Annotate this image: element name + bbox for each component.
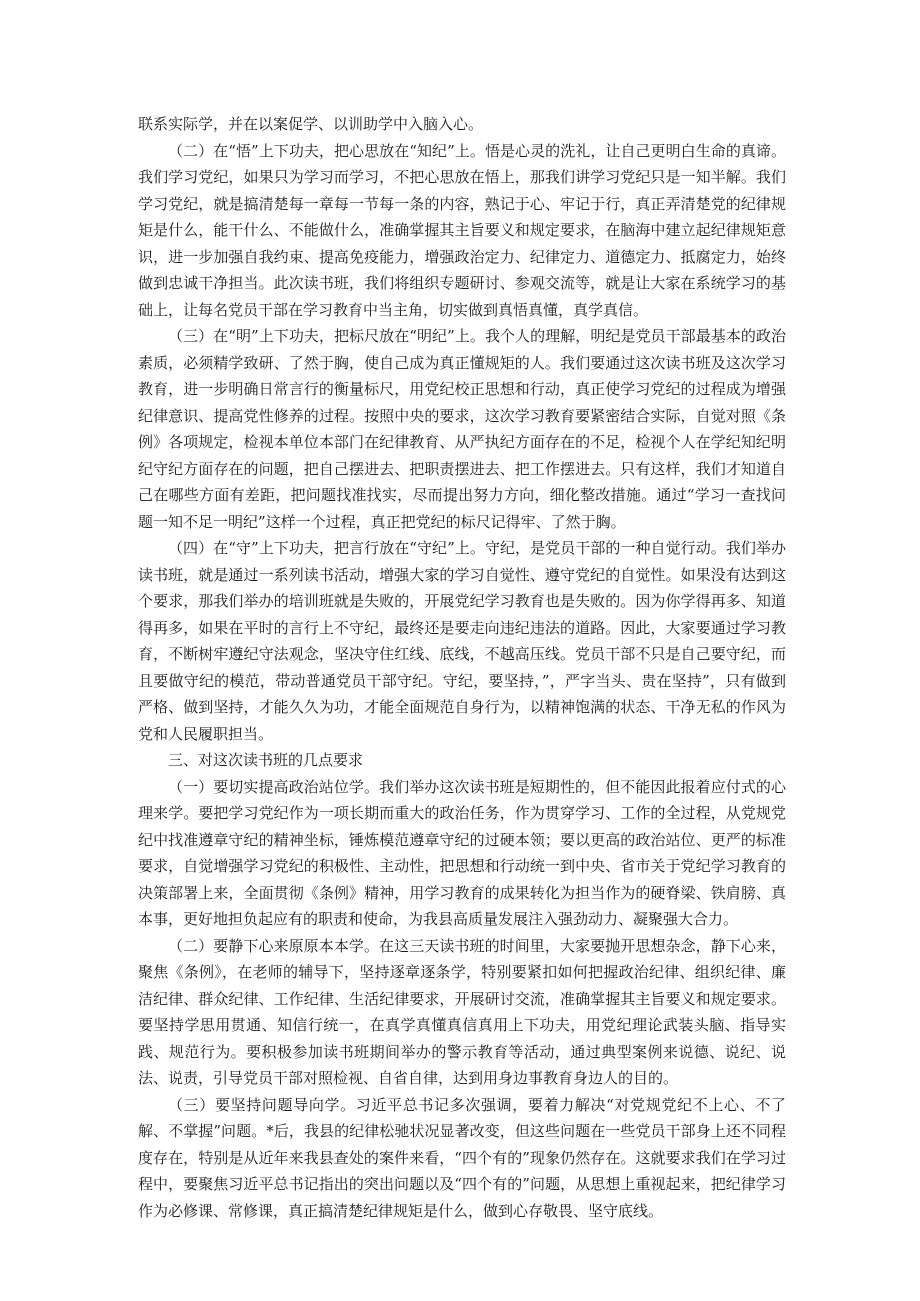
paragraph-ming: （三）在“明”上下功夫，把标尺放在“明纪”上。我个人的理解，明纪是党员干部最基本的政治素质，必须精学致研、了然于胸，使自己成为真正懂规矩的人。我们要通过这次读书班及这次学习教育，进一步明确日常言行的衡量标尺，用党纪校正思想和行动，真正使学习党纪的过程成为增强纪律意识、提高党性修养的过程。按照中央的要求，这次学习教育要紧密结合实际，自觉对照《条例》各项规定，检视本单位本部门在纪律教育、从严执纪方面存在的不足，检视个人在学纪知纪明纪守纪方面存在的问题，把自己摆进去、把职责摆进去、把工作摆进去。只有这样，我们才知道自己在哪些方面有差距，把问题找准找实，尽而提出努力方向，细化整改措施。通过“学习一查找问题一知不足一明纪”这样一个过程，真正把党纪的标尺记得牢、了然于胸。 <box>138 327 786 531</box>
paragraph-wu: （二）在“悟”上下功夫，把心思放在“知纪”上。悟是心灵的洗礼，让自己更明白生命的真谛。我们学习党纪，如果只为学习而学习，不把心思放在悟上，那我们讲学习党纪只是一知半解。我们学习党纪，就是搞清楚每一章每一节每一条的内容，熟记于心、牢记于行，真正弄清楚党的纪律规矩是什么，能干什么、不能做什么，准确掌握其主旨要义和规定要求，在脑海中建立起纪律规矩意识，进一步加强自我约束、提高免疫能力，增强政治定力、纪律定力、道德定力、抵腐定力，始终做到忠诚干净担当。此次读书班，我们将组织专题研讨、参观交流等，就是让大家在系统学习的基础上，让每名党员干部在学习教育中当主角，切实做到真悟真懂，真学真信。 <box>138 141 786 319</box>
document-body <box>138 111 786 1224</box>
paragraph-continuation: 联系实际学，并在以案促学、以训助学中入脑入心。 <box>138 115 484 133</box>
section-heading-requirements: 三、对这次读书班的几点要求 <box>168 751 364 769</box>
paragraph-requirement-1: （一）要切实提高政治站位学。我们举办这次读书班是短期性的，但不能因此报着应付式的心理来学。要把学习党纪作为一项长期而重大的政治任务，作为贯穿学习、工作的全过程，从党规党纪中找准遵章守纪的精神坐标，锤炼模范遵章守纪的过硬本领；要以更高的政治站位、更严的标准要求，自觉增强学习党纪的积极性、主动性，把思想和行动统一到中央、省市关于党纪学习教育的决策部署上来，全面贯彻《条例》精神，用学习教育的成果转化为担当作为的硬脊梁、铁肩膀、真本事，更好地担负起应有的职责和使命，为我县高质量发展注入强劲动力、凝聚强大合力。 <box>138 777 786 928</box>
paragraph-requirement-3: （三）要坚持问题导向学。习近平总书记多次强调，要着力解决“对党规党纪不上心、不了解、不掌握”问题。*后，我县的纪律松驰状况显著改变，但这些问题在一些党员干部身上还不同程度存在，特别是从近年来我县查处的案件来看，“四个有的”现象仍然存在。这就要求我们在学习过程中，要聚焦习近平总书记指出的突出问题以及“四个有的”问题，从思想上重视起来，把纪律学习作为必修课、常修课，真正搞清楚纪律规矩是什么，做到心存敬畏、坚守底线。 <box>138 1095 786 1220</box>
paragraph-shou: （四）在“守”上下功夫，把言行放在“守纪”上。守纪，是党员干部的一种自觉行动。我们举办读书班，就是通过一系列读书活动，增强大家的学习自觉性、遵守党纪的自觉性。如果没有达到这个要求，那我们举办的培训班就是失败的，开展党纪学习教育也是失败的。因为你学得再多、知道得再多，如果在平时的言行上不守纪，最终还是要走向违纪违法的道路。因此，大家要通过学习教育，不断树牢遵纪守法观念，坚决守住红线、底线，不越高压线。党员干部不只是自己要守纪，而且要做守纪的模范，带动普通党员干部守纪。守纪，要坚持，”，严字当头、贵在坚持”，只有做到严格、做到坚持，才能久久为功，才能全面规范自身行为，以精神饱满的状态、干净无私的作风为党和人民履职担当。 <box>138 539 786 743</box>
paragraph-requirement-2: （二）要静下心来原原本本学。在这三天读书班的时间里，大家要抛开思想杂念，静下心来，聚焦《条例》，在老师的辅导下，坚持逐章逐条学，特别要紧扣如何把握政治纪律、组织纪律、廉洁纪律、群众纪律、工作纪律、生活纪律要求，开展研讨交流，准确掌握其主旨要义和规定要求。要坚持学思用贯通、知信行统一，在真学真懂真信真用上下功夫，用党纪理论武装头脑、指导实践、规范行为。要积极参加读书班期间举办的警示教育等活动，通过典型案例来说德、说纪、说法、说责，引导党员干部对照检视、自省自律，达到用身边事教育身边人的目的。 <box>138 936 786 1087</box>
